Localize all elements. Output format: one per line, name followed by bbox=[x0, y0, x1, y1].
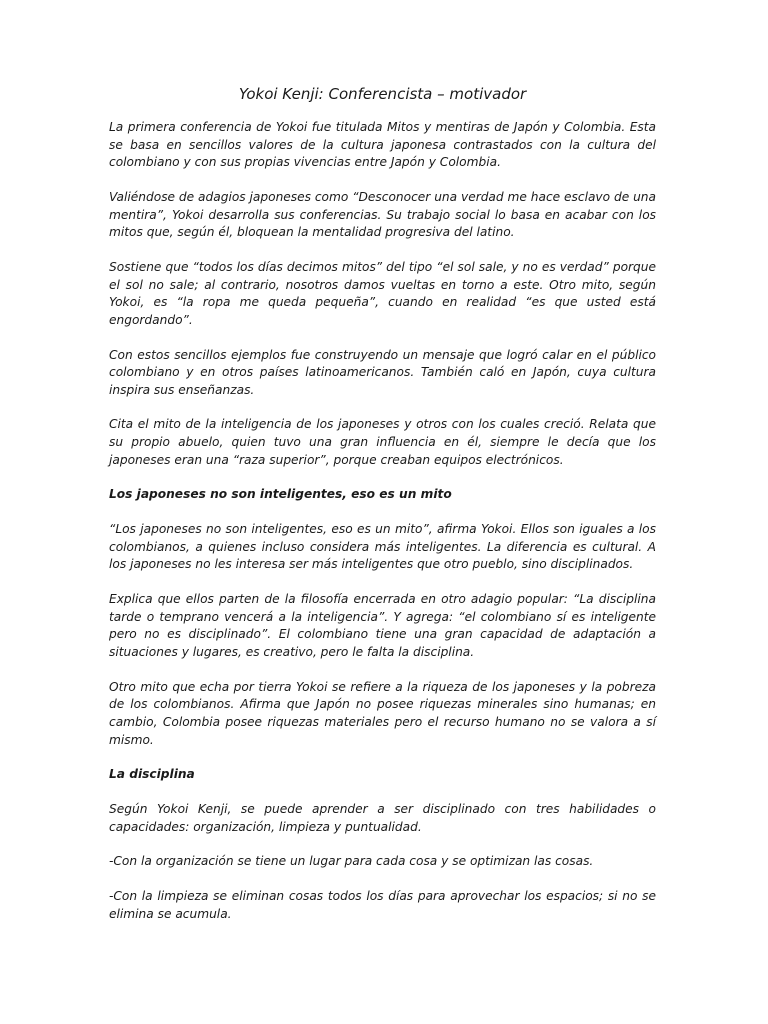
paragraph-3: Sostiene que “todos los días decimos mitos” del tipo “el sol sale, y no es verdad” porque el sol no sale; al contrario, nosotros damos vueltas en torno a este. Otro mito, según Yokoi, es “la ropa me queda pequeña”, cuando en realidad “es que usted está engordando”. bbox=[109, 259, 656, 327]
paragraph-6: “Los japoneses no son inteligentes, eso es un mito”, afirma Yokoi. Ellos son iguales a los colombianos, a quienes incluso considera más inteligentes. La diferencia es cultural. A los japoneses no les interesa ser más inteligentes que otro pueblo, sino disciplinados. bbox=[109, 522, 656, 572]
paragraph-5: Cita el mito de la inteligencia de los japoneses y otros con los cuales creció. Relata que su propio abuelo, quien tuvo una gran influencia en él, siempre le decía que los japoneses eran una “raza superior”, porque creaban equipos electrónicos. bbox=[109, 417, 656, 467]
paragraph-8: Otro mito que echa por tierra Yokoi se refiere a la riqueza de los japoneses y la pobreza de los colombianos. Afirma que Japón no posee riquezas minerales sino humanas; en cambio, Colombia posee riquezas materiales pero el recurso humano no se valora a sí mismo. bbox=[109, 679, 656, 747]
paragraph-7: Explica que ellos parten de la filosofía encerrada en otro adagio popular: “La disciplina tarde o temprano vencerá a la inteligencia”. Y agrega: “el colombiano sí es inteligente pero no es disciplinado”. El colombiano tiene una gran capacidad de adaptación a situaciones y lugares, es creativo, pero le falta la disciplina. bbox=[109, 592, 656, 659]
document-page bbox=[109, 84, 656, 941]
list-item-organizacion: -Con la organización se tiene un lugar para cada cosa y se optimizan las cosas. bbox=[109, 854, 594, 869]
paragraph-4: Con estos sencillos ejemplos fue construyendo un mensaje que logró calar en el público colombiano y en otros países latinoamericanos. También caló en Japón, cuya cultura inspira sus enseñanzas. bbox=[109, 347, 656, 397]
list-item-limpieza: -Con la limpieza se eliminan cosas todos los días para aprovechar los espacios; si no se elimina se acumula. bbox=[109, 889, 656, 921]
paragraph-1: La primera conferencia de Yokoi fue titulada Mitos y mentiras de Japón y Colombia. Esta se basa en sencillos valores de la cultura japonesa contrastados con la cultura del colombiano y con sus propias vivencias entre Japón y Colombia. bbox=[109, 120, 656, 170]
paragraph-2: Valiéndose de adagios japoneses como “Desconocer una verdad me hace esclavo de una mentira”, Yokoi desarrolla sus conferencias. Su trabajo social lo basa en acabar con los mitos que, según él, bloquean la mentalidad progresiva del latino. bbox=[109, 189, 656, 240]
section-heading-inteligencia: Los japoneses no son inteligentes, eso es un mito bbox=[109, 487, 452, 502]
section-heading-disciplina: La disciplina bbox=[109, 767, 195, 782]
document-title: Yokoi Kenji: Conferencista – motivador bbox=[238, 85, 527, 103]
paragraph-9: Según Yokoi Kenji, se puede aprender a ser disciplinado con tres habilidades o capacidades: organización, limpieza y puntualidad. bbox=[109, 802, 656, 834]
